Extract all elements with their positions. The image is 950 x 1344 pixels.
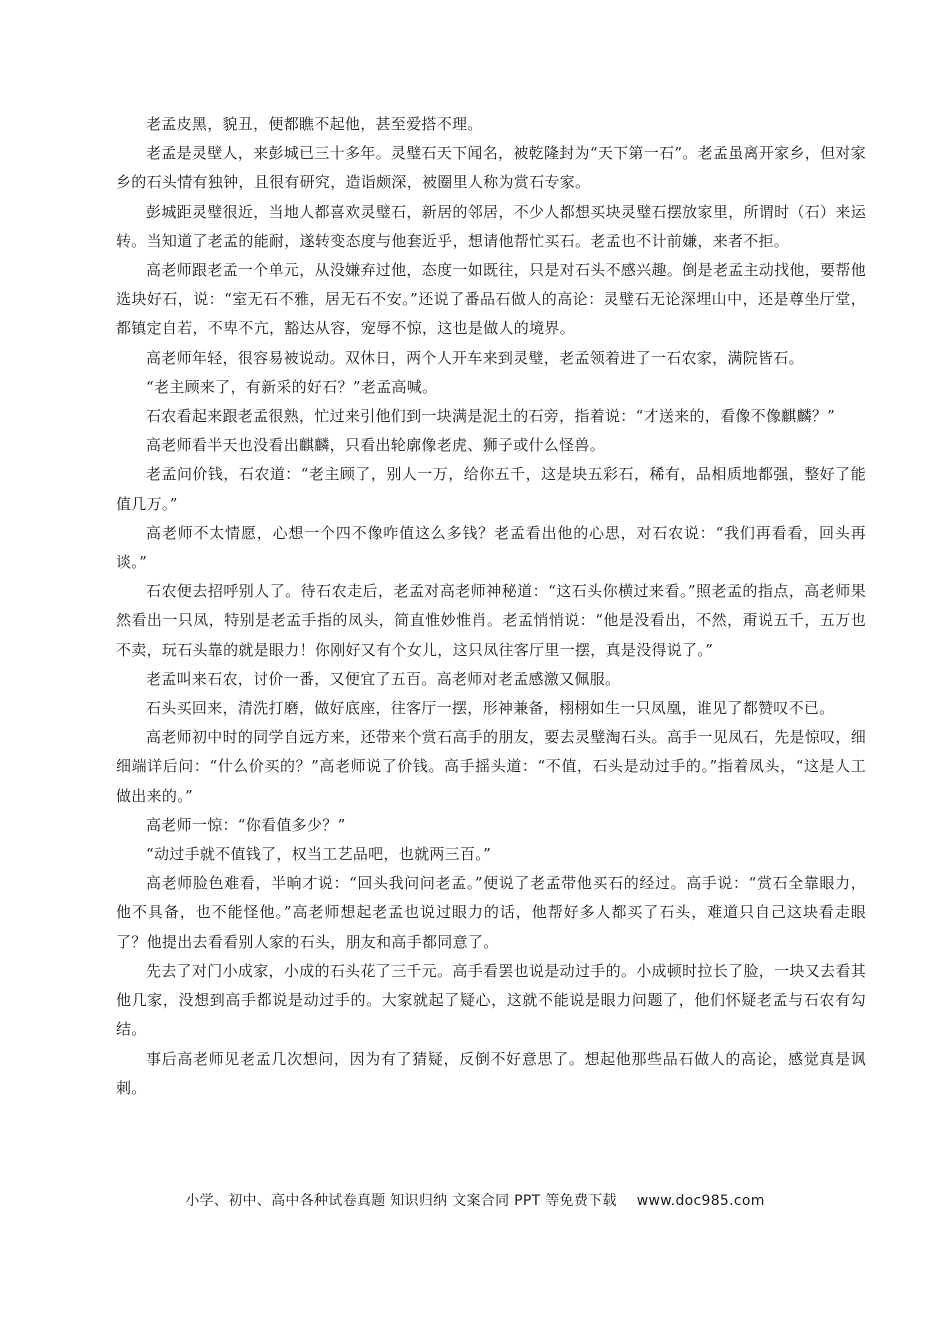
paragraph-10: 高老师不太情愿，心想一个四不像咋值这么多钱？老孟看出他的心思，对石农说：“我们再看看，回头再谈。” xyxy=(116,523,866,572)
paragraph-17: 高老师脸色难看，半晌才说：“回头我问问老孟。”便说了老孟带他买石的经过。高手说：“赏石全靠眼力，他不具备，也不能怪他。”高老师想起老孟也说过眼力的话，他帮好多人都买了石头，难道只自己这块看走眼了？他提出去看看别人家的石头，朋友和高手都同意了。 xyxy=(116,874,866,951)
paragraph-5: 高老师年轻，很容易被说动。双休日，两个人开车来到灵璧，老孟领着进了一石农家，满院皆石。 xyxy=(146,348,804,367)
paragraph-16: “动过手就不值钱了，权当工艺品吧，也就两三百。” xyxy=(146,845,492,864)
paragraph-14: 高老师初中时的同学自远方来，还带来个赏石高手的朋友，要去灵璧淘石头。高手一见凤石，先是惊叹，细细端详后问：“什么价买的？”高老师说了价钱。高手摇头道：“不值，石头是动过手的。”指着凤头，“这是人工做出来的。” xyxy=(116,728,866,805)
paragraph-15: 高老师一惊：“你看值多少？” xyxy=(146,815,346,834)
paragraph-19: 事后高老师见老孟几次想问，因为有了猜疑，反倒不好意思了。想起他那些品石做人的高论，感觉真是讽刺。 xyxy=(116,1049,866,1097)
document-body xyxy=(116,110,866,1103)
footer-text: 小学、初中、高中各种试卷真题 知识归纳 文案合同 PPT 等免费下载 xyxy=(185,1193,617,1209)
paragraph-12: 老孟叫来石农，讨价一番，又便宜了五百。高老师对老孟感激又佩服。 xyxy=(146,669,621,688)
paragraph-13: 石头买回来，清洗打磨，做好底座，往客厅一摆，形神兼备，栩栩如生一只凤凰，谁见了都赞叹不已。 xyxy=(146,699,835,718)
paragraph-9: 老孟问价钱，石农道：“老主顾了，别人一万，给你五千，这是块五彩石，稀有，品相质地都强，整好了能值几万。” xyxy=(116,465,866,513)
footer-site-link[interactable]: www.doc985.com xyxy=(636,1193,765,1209)
paragraph-18: 先去了对门小成家，小成的石头花了三千元。高手看罢也说是动过手的。小成顿时拉长了脸，一块又去看其他几家，没想到高手都说是动过手的。大家就起了疑心，这就不能说是眼力问题了，他们怀疑老孟与石农有勾结。 xyxy=(116,961,866,1039)
page-footer xyxy=(0,1190,950,1210)
paragraph-11: 石农便去招呼别人了。待石农走后，老孟对高老师神秘道：“这石头你横过来看。”照老孟的指点，高老师果然看出一只凤，特别是老孟手指的凤头，简直惟妙惟肖。老孟悄悄说：“他是没看出，不然，甭说五千，五万也不卖，玩石头靠的就是眼力！你刚好又有个女儿，这只凤往客厅里一摆，真是没得说了。” xyxy=(116,582,866,659)
paragraph-1: 老孟皮黑，貌丑，便都瞧不起他，甚至爱搭不理。 xyxy=(146,115,483,133)
paragraph-3: 彭城距灵璧很近，当地人都喜欢灵璧石，新居的邻居，不少人都想买块灵璧石摆放家里，所谓时（石）来运转。当知道了老孟的能耐，遂转变态度与他套近乎，想请他帮忙买石。老孟也不计前嫌，来者不拒。 xyxy=(116,202,866,250)
paragraph-7: 石农看起来跟老孟很熟，忙过来引他们到一块满是泥土的石旁，指着说：“才送来的，看像不像麒麟？” xyxy=(146,407,836,426)
paragraph-6: “老主顾来了，有新采的好石？”老孟高喊。 xyxy=(146,377,438,396)
paragraph-8: 高老师看半天也没看出麒麟，只看出轮廓像老虎、狮子或什么怪兽。 xyxy=(146,436,606,455)
paragraph-2: 老孟是灵壁人，来彭城已三十多年。灵璧石天下闻名，被乾隆封为“天下第一石”。老孟虽离开家乡，但对家乡的石头情有独钟，且很有研究，造诣颇深，被圈里人称为赏石专家。 xyxy=(116,144,866,192)
paragraph-4: 高老师跟老孟一个单元，从没嫌弃过他，态度一如既往，只是对石头不感兴趣。倒是老孟主动找他，要帮他选块好石，说：“室无石不雅，居无石不安。”还说了番品石做人的高论：灵璧石无论深埋山中，还是尊坐厅堂，都镇定自若，不卑不亢，豁达从容，宠辱不惊，这也是做人的境界。 xyxy=(116,261,866,338)
